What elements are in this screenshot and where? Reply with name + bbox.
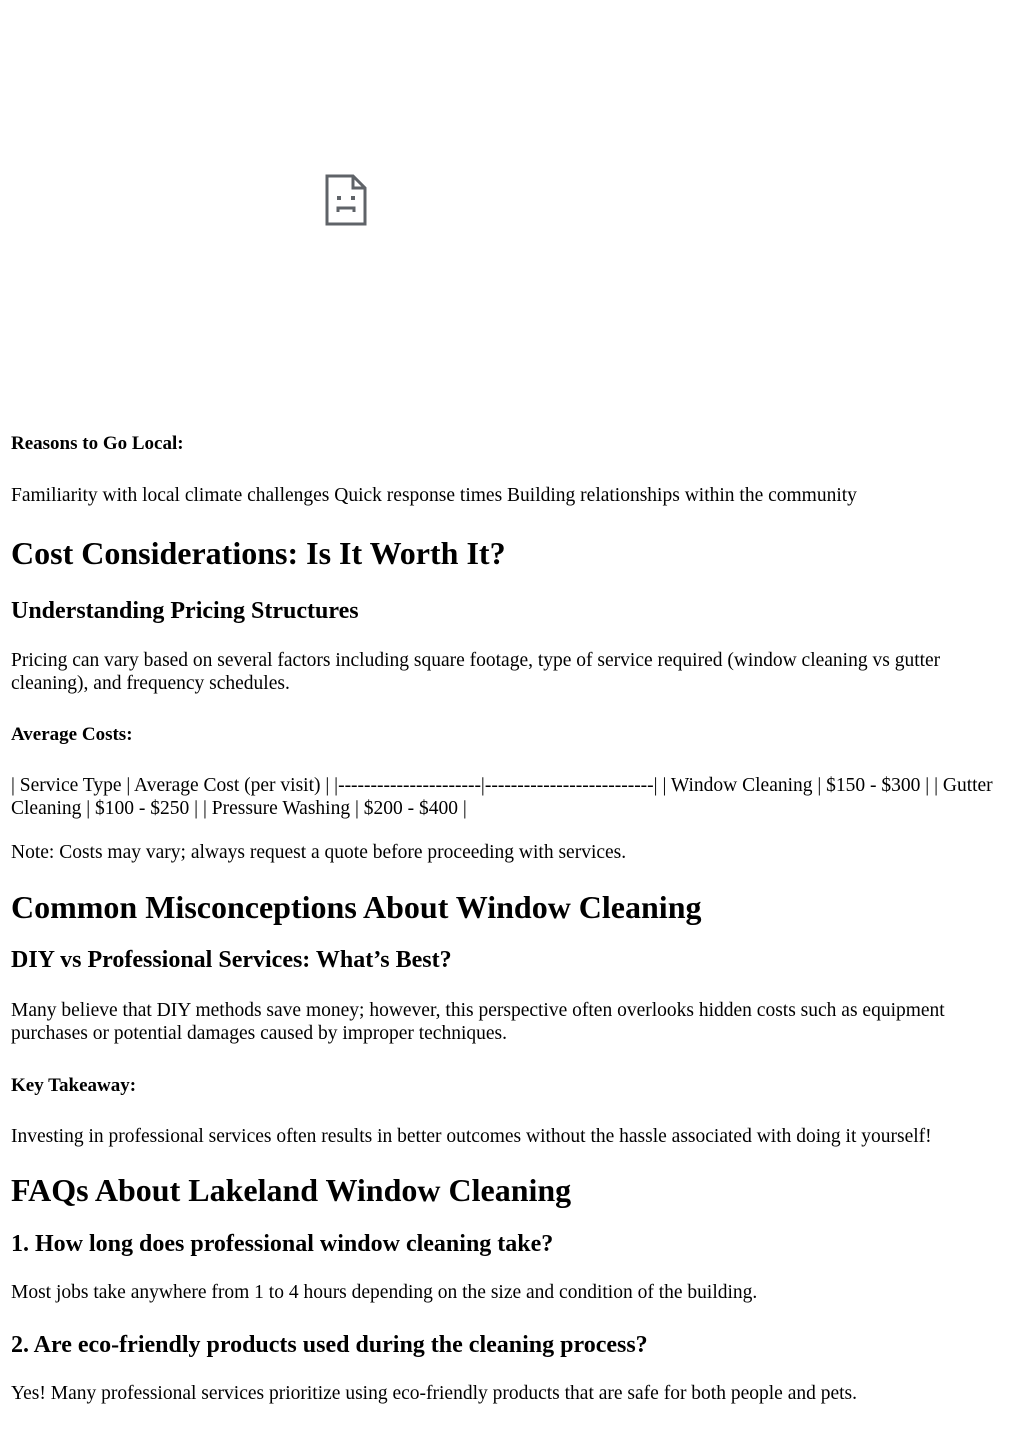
- reasons-heading: Reasons to Go Local:: [11, 433, 184, 454]
- article-content: [11, 432, 1011, 1405]
- faq2-answer: Yes! Many professional services prioritize using eco-friendly products that are safe for both people and pets.: [11, 1383, 858, 1404]
- takeaway-heading: Key Takeaway:: [11, 1075, 137, 1096]
- pricing-text: Pricing can vary based on several factors including square footage, type of service required (window cleaning vs gutter cleaning), and frequency schedules.: [11, 650, 941, 694]
- average-costs-table-text: | Service Type | Average Cost (per visit) | |----------------------|--------------------------| | Window Cleaning | $150 - $300 | | Gutter Cleaning | $100 - $250 | | Pressure Washing | $200 - $400 |: [11, 775, 993, 819]
- cost-heading: Cost Considerations: Is It Worth It?: [11, 535, 506, 571]
- average-costs-heading: Average Costs:: [11, 724, 133, 745]
- broken-image-icon: [325, 174, 367, 226]
- note-text: Note: Costs may vary; always request a quote before proceeding with services.: [11, 842, 627, 863]
- misconceptions-heading: Common Misconceptions About Window Cleaning: [11, 889, 702, 925]
- pricing-subheading: Understanding Pricing Structures: [11, 598, 359, 624]
- takeaway-text: Investing in professional services often results in better outcomes without the hassle associated with doing it yourself!: [11, 1126, 932, 1147]
- faq2-question: 2. Are eco-friendly products used during the cleaning process?: [11, 1332, 648, 1358]
- faq1-question: 1. How long does professional window cleaning take?: [11, 1231, 554, 1257]
- diy-subheading: DIY vs Professional Services: What’s Best?: [11, 947, 452, 973]
- faq-heading: FAQs About Lakeland Window Cleaning: [11, 1172, 572, 1208]
- faq1-answer: Most jobs take anywhere from 1 to 4 hours depending on the size and condition of the building.: [11, 1282, 758, 1303]
- diy-text: Many believe that DIY methods save money; however, this perspective often overlooks hidden costs such as equipment purchases or potential damages caused by improper techniques.: [11, 1000, 945, 1044]
- reasons-text: Familiarity with local climate challenges Quick response times Building relationships within the community: [11, 485, 857, 506]
